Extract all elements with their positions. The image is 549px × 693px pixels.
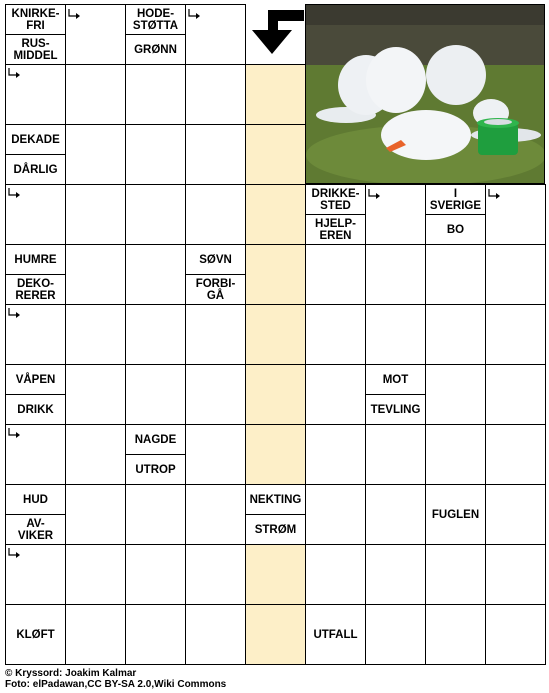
grid-cell-r6-c7[interactable]	[425, 364, 486, 425]
grid-cell-r8-c3[interactable]	[185, 484, 246, 545]
grid-cell-r4-c4[interactable]	[245, 244, 306, 305]
grid-cell-r7-c8[interactable]	[485, 424, 546, 485]
clue-hud: HUD	[5, 484, 66, 515]
clue-tevling: TEVLING	[365, 394, 426, 425]
snowman-photo-image	[306, 5, 545, 184]
grid-cell-r4-c8[interactable]	[485, 244, 546, 305]
grid-cell-r9-c8[interactable]	[485, 544, 546, 605]
grid-cell-r7-c3[interactable]	[185, 424, 246, 485]
clue-hodestotta: HODE- STØTTA	[125, 4, 186, 35]
clue-dekorerer: DEKO- RERER	[5, 274, 66, 305]
direction-arrow-icon	[187, 8, 203, 22]
grid-cell-r9-c2[interactable]	[125, 544, 186, 605]
grid-cell-r10-c6[interactable]	[365, 604, 426, 665]
grid-cell-r3-c3[interactable]	[185, 184, 246, 245]
grid-cell-r8-c5[interactable]	[305, 484, 366, 545]
clue-fuglen: FUGLEN	[425, 484, 486, 545]
direction-arrow-icon	[7, 547, 23, 561]
grid-cell-r2-c1[interactable]	[65, 124, 126, 185]
grid-cell-r9-c1[interactable]	[65, 544, 126, 605]
clue-drikkested: DRIKKE- STED	[305, 184, 366, 215]
clue-knirkefri: KNIRKE- FRI	[5, 4, 66, 35]
grid-cell-r8-c8[interactable]	[485, 484, 546, 545]
grid-cell-r5-c3[interactable]	[185, 304, 246, 365]
grid-cell-r8-c2[interactable]	[125, 484, 186, 545]
direction-arrow-icon	[7, 187, 23, 201]
grid-cell-r7-c7[interactable]	[425, 424, 486, 485]
clue-forbiga: FORBI- GÅ	[185, 274, 246, 305]
clue-mot: MOT	[365, 364, 426, 395]
grid-cell-r7-c1[interactable]	[65, 424, 126, 485]
grid-cell-r2-c4[interactable]	[245, 124, 306, 185]
clue-strom: STRØM	[245, 514, 306, 545]
grid-cell-r10-c4[interactable]	[245, 604, 306, 665]
grid-cell-r4-c7[interactable]	[425, 244, 486, 305]
direction-arrow-icon	[367, 188, 383, 202]
grid-cell-r5-c1[interactable]	[65, 304, 126, 365]
clue-hjelperen: HJELP- EREN	[305, 214, 366, 245]
grid-cell-r2-c3[interactable]	[185, 124, 246, 185]
grid-cell-r1-c1[interactable]	[65, 64, 126, 125]
grid-cell-r5-c8[interactable]	[485, 304, 546, 365]
grid-cell-r5-c2[interactable]	[125, 304, 186, 365]
grid-cell-r8-c1[interactable]	[65, 484, 126, 545]
grid-cell-r10-c2[interactable]	[125, 604, 186, 665]
grid-cell-r9-c3[interactable]	[185, 544, 246, 605]
grid-cell-r1-c3[interactable]	[185, 64, 246, 125]
direction-arrow-icon	[7, 67, 23, 81]
grid-cell-r5-c6[interactable]	[365, 304, 426, 365]
grid-cell-r10-c1[interactable]	[65, 604, 126, 665]
grid-cell-r9-c5[interactable]	[305, 544, 366, 605]
clue-darlig: DÅRLIG	[5, 154, 66, 185]
author-credit: © Kryssord: Joakim Kalmar	[5, 668, 137, 679]
clue-drikk: DRIKK	[5, 394, 66, 425]
direction-arrow-icon	[487, 188, 503, 202]
grid-cell-r9-c7[interactable]	[425, 544, 486, 605]
grid-cell-r3-c4[interactable]	[245, 184, 306, 245]
grid-cell-r10-c7[interactable]	[425, 604, 486, 665]
grid-cell-r4-c5[interactable]	[305, 244, 366, 305]
grid-cell-r5-c7[interactable]	[425, 304, 486, 365]
grid-cell-r5-c4[interactable]	[245, 304, 306, 365]
clue-utfall: UTFALL	[305, 604, 366, 665]
photo-credit: Foto: elPadawan,CC BY-SA 2.0,Wiki Commons	[5, 679, 227, 690]
grid-cell-r1-c4[interactable]	[245, 64, 306, 125]
clue-avviker: AV- VIKER	[5, 514, 66, 545]
grid-cell-r6-c3[interactable]	[185, 364, 246, 425]
grid-cell-r2-c2[interactable]	[125, 124, 186, 185]
grid-cell-r6-c2[interactable]	[125, 364, 186, 425]
grid-cell-r9-c4[interactable]	[245, 544, 306, 605]
grid-cell-r10-c8[interactable]	[485, 604, 546, 665]
grid-cell-r6-c1[interactable]	[65, 364, 126, 425]
clue-i-sverige: I SVERIGE	[425, 184, 486, 215]
clue-utrop: UTROP	[125, 454, 186, 485]
direction-arrow-icon	[7, 427, 23, 441]
grid-cell-r3-c1[interactable]	[65, 184, 126, 245]
clue-gronn: GRØNN	[125, 34, 186, 65]
clue-rusmiddel: RUS- MIDDEL	[5, 34, 66, 65]
clue-bo: BO	[425, 214, 486, 245]
clue-kloft: KLØFT	[5, 604, 66, 665]
direction-arrow-icon	[67, 8, 83, 22]
grid-cell-r10-c3[interactable]	[185, 604, 246, 665]
grid-cell-r7-c4[interactable]	[245, 424, 306, 485]
grid-cell-r6-c8[interactable]	[485, 364, 546, 425]
clue-sovn: SØVN	[185, 244, 246, 275]
grid-cell-r7-c5[interactable]	[305, 424, 366, 485]
grid-cell-r3-c2[interactable]	[125, 184, 186, 245]
grid-cell-r4-c2[interactable]	[125, 244, 186, 305]
grid-cell-r5-c5[interactable]	[305, 304, 366, 365]
grid-cell-r6-c4[interactable]	[245, 364, 306, 425]
clue-nagde: NAGDE	[125, 424, 186, 455]
grid-cell-r8-c6[interactable]	[365, 484, 426, 545]
clue-nekting: NEKTING	[245, 484, 306, 515]
solution-start-arrow-icon	[250, 10, 304, 56]
grid-cell-r4-c1[interactable]	[65, 244, 126, 305]
direction-arrow-icon	[7, 307, 23, 321]
puzzle-photo	[305, 4, 545, 184]
grid-cell-r9-c6[interactable]	[365, 544, 426, 605]
clue-vapen: VÅPEN	[5, 364, 66, 395]
grid-cell-r4-c6[interactable]	[365, 244, 426, 305]
grid-cell-r7-c6[interactable]	[365, 424, 426, 485]
clue-humre: HUMRE	[5, 244, 66, 275]
grid-cell-r6-c5[interactable]	[305, 364, 366, 425]
clue-dekade: DEKADE	[5, 124, 66, 155]
grid-cell-r1-c2[interactable]	[125, 64, 186, 125]
